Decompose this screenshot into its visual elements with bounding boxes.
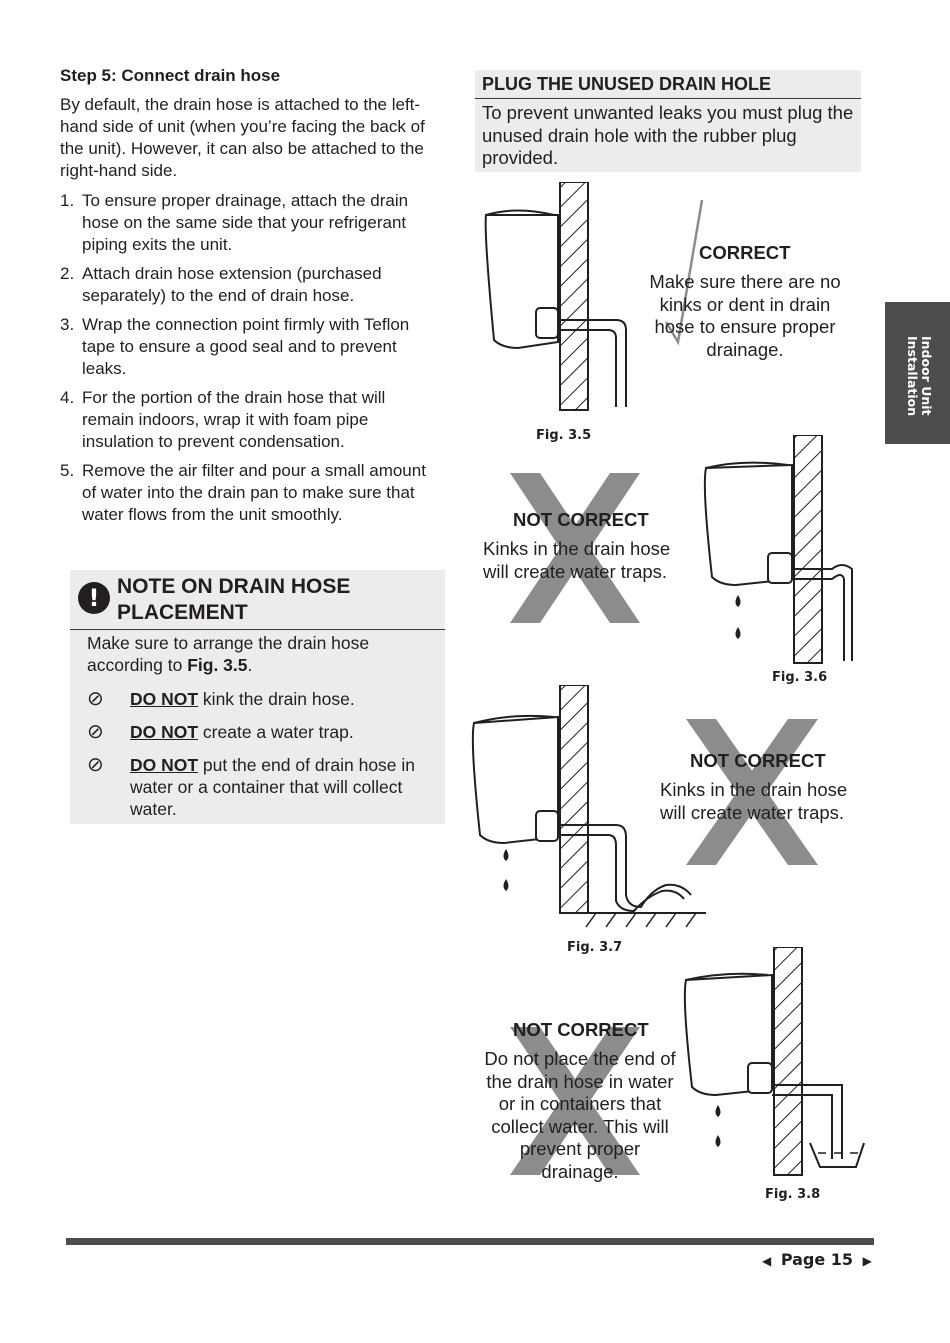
prohibited-icon: ⊘ — [87, 754, 104, 776]
do-not-label: DO NOT — [130, 689, 199, 709]
fig-3-5-label: Fig. 3.5 — [536, 428, 592, 443]
next-page-icon[interactable]: ▶ — [862, 1254, 872, 1268]
rule-item — [87, 754, 437, 820]
step-text: Attach drain hose extension (purchased separately) to the end of drain hose. — [82, 264, 382, 305]
step-text: Remove the air filter and pour a small amount of water into the drain pan to make sure that water flows from the unit smoothly. — [82, 461, 426, 524]
plug-body: To prevent unwanted leaks you must plug the unused drain hole with the rubber plug provided. — [482, 102, 854, 168]
wall — [794, 435, 822, 663]
step-number: 1. — [60, 191, 75, 210]
wall — [774, 947, 802, 1175]
prohibited-icon: ⊘ — [87, 721, 104, 743]
section-side-tab[interactable] — [885, 302, 950, 444]
do-not-label: DO NOT — [130, 722, 199, 742]
drain-outlet — [768, 553, 792, 583]
note-box — [70, 570, 445, 824]
note-body-prefix: Make sure to arrange the drain hose according to — [87, 633, 370, 675]
prohibited-icon: ⊘ — [87, 688, 104, 710]
do-not-label: DO NOT — [130, 755, 199, 775]
step-number: 2. — [60, 264, 75, 283]
drain-outlet — [536, 811, 558, 841]
note-body — [87, 632, 442, 676]
water-drop-icon — [504, 879, 509, 891]
fig-3-8-text: Do not place the end of the drain hose in water or in containers that collect water. This will prevent proper drainage. — [484, 1048, 676, 1182]
wall — [560, 182, 588, 410]
rule-item — [87, 688, 437, 712]
steps-list — [60, 190, 440, 533]
step-text: Wrap the connection point firmly with Teflon tape to ensure a good seal and to prevent leaks. — [82, 315, 410, 378]
water-drop-icon — [716, 1105, 721, 1117]
fig-3-6-heading: NOT CORRECT — [513, 509, 649, 530]
fig-3-8-heading: NOT CORRECT — [513, 1019, 649, 1040]
rule-text: put the end of drain hose in water or a container that will collect water. — [130, 755, 416, 819]
step-number: 4. — [60, 388, 75, 407]
previous-page-icon[interactable]: ◀ — [762, 1254, 772, 1268]
fig-3-6-label: Fig. 3.6 — [772, 670, 828, 685]
water-drop-icon — [736, 595, 741, 607]
water-container — [810, 1143, 864, 1167]
list-item — [60, 190, 440, 256]
list-item — [60, 387, 440, 453]
rule-text: create a water trap. — [198, 722, 354, 742]
water-drop-icon — [736, 627, 741, 639]
list-item — [60, 314, 440, 380]
note-body-ref: Fig. 3.5 — [187, 655, 248, 675]
exclamation-icon: ! — [78, 582, 110, 614]
step-text: For the portion of the drain hose that will remain indoors, wrap it with foam pipe insulation to prevent condensation. — [82, 388, 386, 451]
drain-outlet — [748, 1063, 772, 1093]
fig-3-5-heading: CORRECT — [699, 242, 791, 263]
page-number: Page 15 — [780, 1250, 854, 1269]
wall — [560, 685, 588, 913]
note-header — [70, 570, 445, 630]
step-number: 3. — [60, 315, 75, 334]
water-drop-icon — [504, 849, 509, 861]
step-title: Step 5: Connect drain hose — [60, 66, 281, 85]
footer-rule — [66, 1238, 874, 1245]
list-item — [60, 263, 440, 307]
list-item — [60, 460, 440, 526]
fig-3-6-text: Kinks in the drain hose will create water traps. — [483, 538, 671, 582]
note-title: NOTE ON DRAIN HOSE PLACEMENT — [117, 575, 351, 624]
fig-3-7-label: Fig. 3.7 — [567, 940, 623, 955]
drain-outlet — [536, 308, 558, 338]
rule-item — [87, 721, 437, 745]
step-text: To ensure proper drainage, attach the drain hose on the same side that your refrigerant piping exits the unit. — [82, 191, 409, 254]
note-body-suffix: . — [247, 655, 253, 675]
fig-3-8-label: Fig. 3.8 — [765, 1187, 821, 1202]
fig-3-7-heading: NOT CORRECT — [690, 750, 826, 771]
plug-box — [475, 70, 861, 172]
rule-text: kink the drain hose. — [198, 689, 355, 709]
page-navigator — [762, 1250, 872, 1269]
fig-3-5-text: Make sure there are no kinks or dent in drain hose to ensure proper drainage. — [649, 271, 841, 360]
plug-title: PLUG THE UNUSED DRAIN HOLE — [482, 74, 772, 94]
step-number: 5. — [60, 461, 75, 480]
water-drop-icon — [716, 1135, 721, 1147]
plug-header — [475, 70, 861, 99]
intro-paragraph: By default, the drain hose is attached to the left-hand side of unit (when you’re facing the back of the unit). However, it can also be attached to the right-hand side. — [60, 95, 425, 180]
side-tab-label: Indoor Unit Installation — [905, 335, 934, 417]
fig-3-7-text: Kinks in the drain hose will create water traps. — [660, 779, 848, 823]
